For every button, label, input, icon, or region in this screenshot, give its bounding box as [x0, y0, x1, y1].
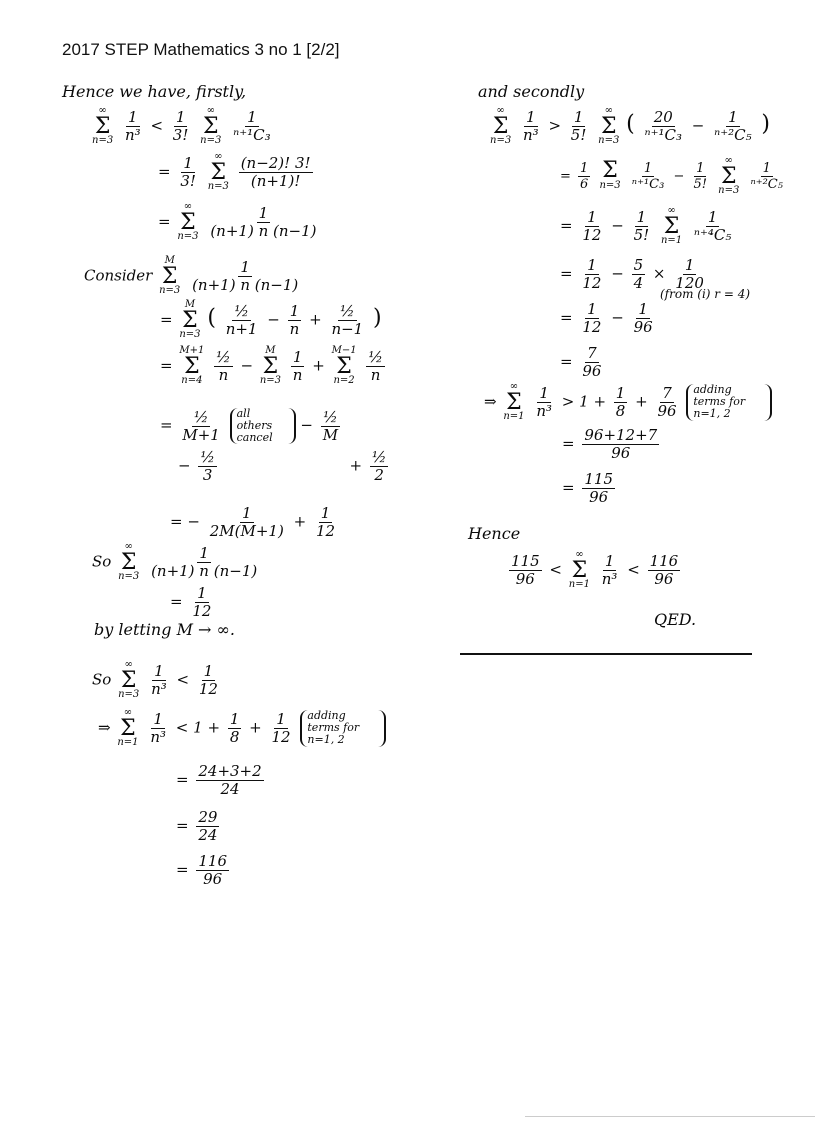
- line-letting: by letting M → ∞.: [94, 620, 235, 639]
- line-r1: ∞ Σ n=3 $\frac{1}{\text{n³}}$ > $\frac{1}{5!}$ ∞ Σ n=3 ( $\frac{20}{\text{ⁿ⁺¹C₃}}$ − $\frac{1}{\text{ⁿ⁺²C₅}}$ ): [490, 105, 771, 147]
- line-c6: = − $\frac{1}{2M(M+1)}$ + $\frac{1}{12}$: [170, 504, 336, 540]
- line-c3: = M+1 Σ n=4 $\frac{\text{½}}{n}$ − M Σ n=3 $\frac{1}{n}$ + M−1 Σ n=2 $\frac{\text{½}}{n}$: [160, 345, 383, 387]
- note-from-i: (from (i) r = 4): [660, 287, 751, 301]
- line-consider: Consider M Σ n=3 $\frac{1}{(n+1) n (n-1)}$: [84, 255, 299, 297]
- line-s2: = $\frac{1}{12}$: [170, 584, 212, 620]
- line-r4: = $\frac{1}{12}$ − $\frac{5}{4}$ × $\frac{1}{120}$: [560, 256, 704, 292]
- line-c5: − $\frac{\text{½}}{3}$ + $\frac{\text{½}}{2}$: [178, 448, 387, 484]
- line-r2: = $\frac{1}{6}$ Σ n=3 $\frac{1}{\text{ⁿ⁺¹C₃}}$ − $\frac{1}{5!}$ ∞ Σ n=3 $\frac{1}{\text{ⁿ⁺²C₅}}$: [560, 155, 783, 197]
- line-r7: ⇒ ∞ Σ n=1 $\frac{1}{\text{n³}}$ > 1 + $\frac{1}{8}$ + $\frac{7}{96}$ adding terms for n=1, 2: [484, 382, 772, 423]
- line-s5: = $\frac{24+3+2}{24}$: [176, 762, 262, 798]
- line-s1: So ∞ Σ n=3 $\frac{1}{(n+1) n (n-1)}$: [92, 541, 258, 583]
- sigma: ∞ Σ n=3: [92, 105, 114, 147]
- line-l2: = $\frac{1}{3!}$ ∞ Σ n=3 $\frac{(n-2)! 3!}{(n+1)!}$: [158, 151, 311, 193]
- line-l1: ∞ Σ n=3 $\frac{1}{\text{n³}}$ < $\frac{1}{3!}$ ∞ Σ n=3 $\frac{1}{\text{ⁿ⁺¹C₃}}$: [92, 105, 271, 147]
- line-l3: = ∞ Σ n=3 $\frac{1}{(n+1) n (n-1)}$: [158, 201, 317, 243]
- end-rule: [460, 653, 752, 655]
- final-inequality: $\frac{115}{96}$ < ∞ Σ n=1 $\frac{1}{\text{n³}}$ < $\frac{116}{96}$: [511, 549, 679, 591]
- line-s4: ⇒ ∞ Σ n=1 $\frac{1}{\text{n³}}$ < 1 + $\frac{1}{8}$ + $\frac{1}{12}$ adding terms for n=1, 2: [98, 708, 386, 749]
- intro-secondly: and secondly: [478, 82, 585, 101]
- scan-edge: [525, 1116, 815, 1117]
- line-r3: = $\frac{1}{12}$ − $\frac{1}{5!}$ ∞ Σ n=1 $\frac{1}{\text{ⁿ⁺⁴C₅}}$: [560, 205, 732, 247]
- qed-label: QED.: [654, 610, 697, 629]
- line-s6: = $\frac{29}{24}$: [176, 808, 218, 844]
- line-r8: = $\frac{96+12+7}{96}$: [562, 426, 658, 462]
- line-r9: = $\frac{115}{96}$: [562, 470, 613, 506]
- intro-firstly: Hence we have, firstly,: [62, 82, 247, 101]
- line-c2: = M Σ n=3 ( $\frac{\text{½}}{n+1}$ − $\frac{1}{n}$ + $\frac{\text{½}}{n-1}$ ): [160, 299, 382, 341]
- line-r6: = $\frac{7}{96}$: [560, 344, 602, 380]
- line-r5: = $\frac{1}{12}$ − $\frac{1}{96}$: [560, 300, 653, 336]
- line-c4: = $\frac{\text{½}}{M+1}$ all others cancel − $\frac{\text{½}}{M}$: [160, 407, 339, 445]
- line-s7: = $\frac{116}{96}$: [176, 852, 227, 888]
- hence-label: Hence: [468, 524, 521, 543]
- page-header: 2017 STEP Mathematics 3 no 1 [2/2]: [62, 40, 340, 59]
- line-s3: So ∞ Σ n=3 $\frac{1}{\text{n³}}$ < $\frac{1}{12}$: [92, 659, 218, 701]
